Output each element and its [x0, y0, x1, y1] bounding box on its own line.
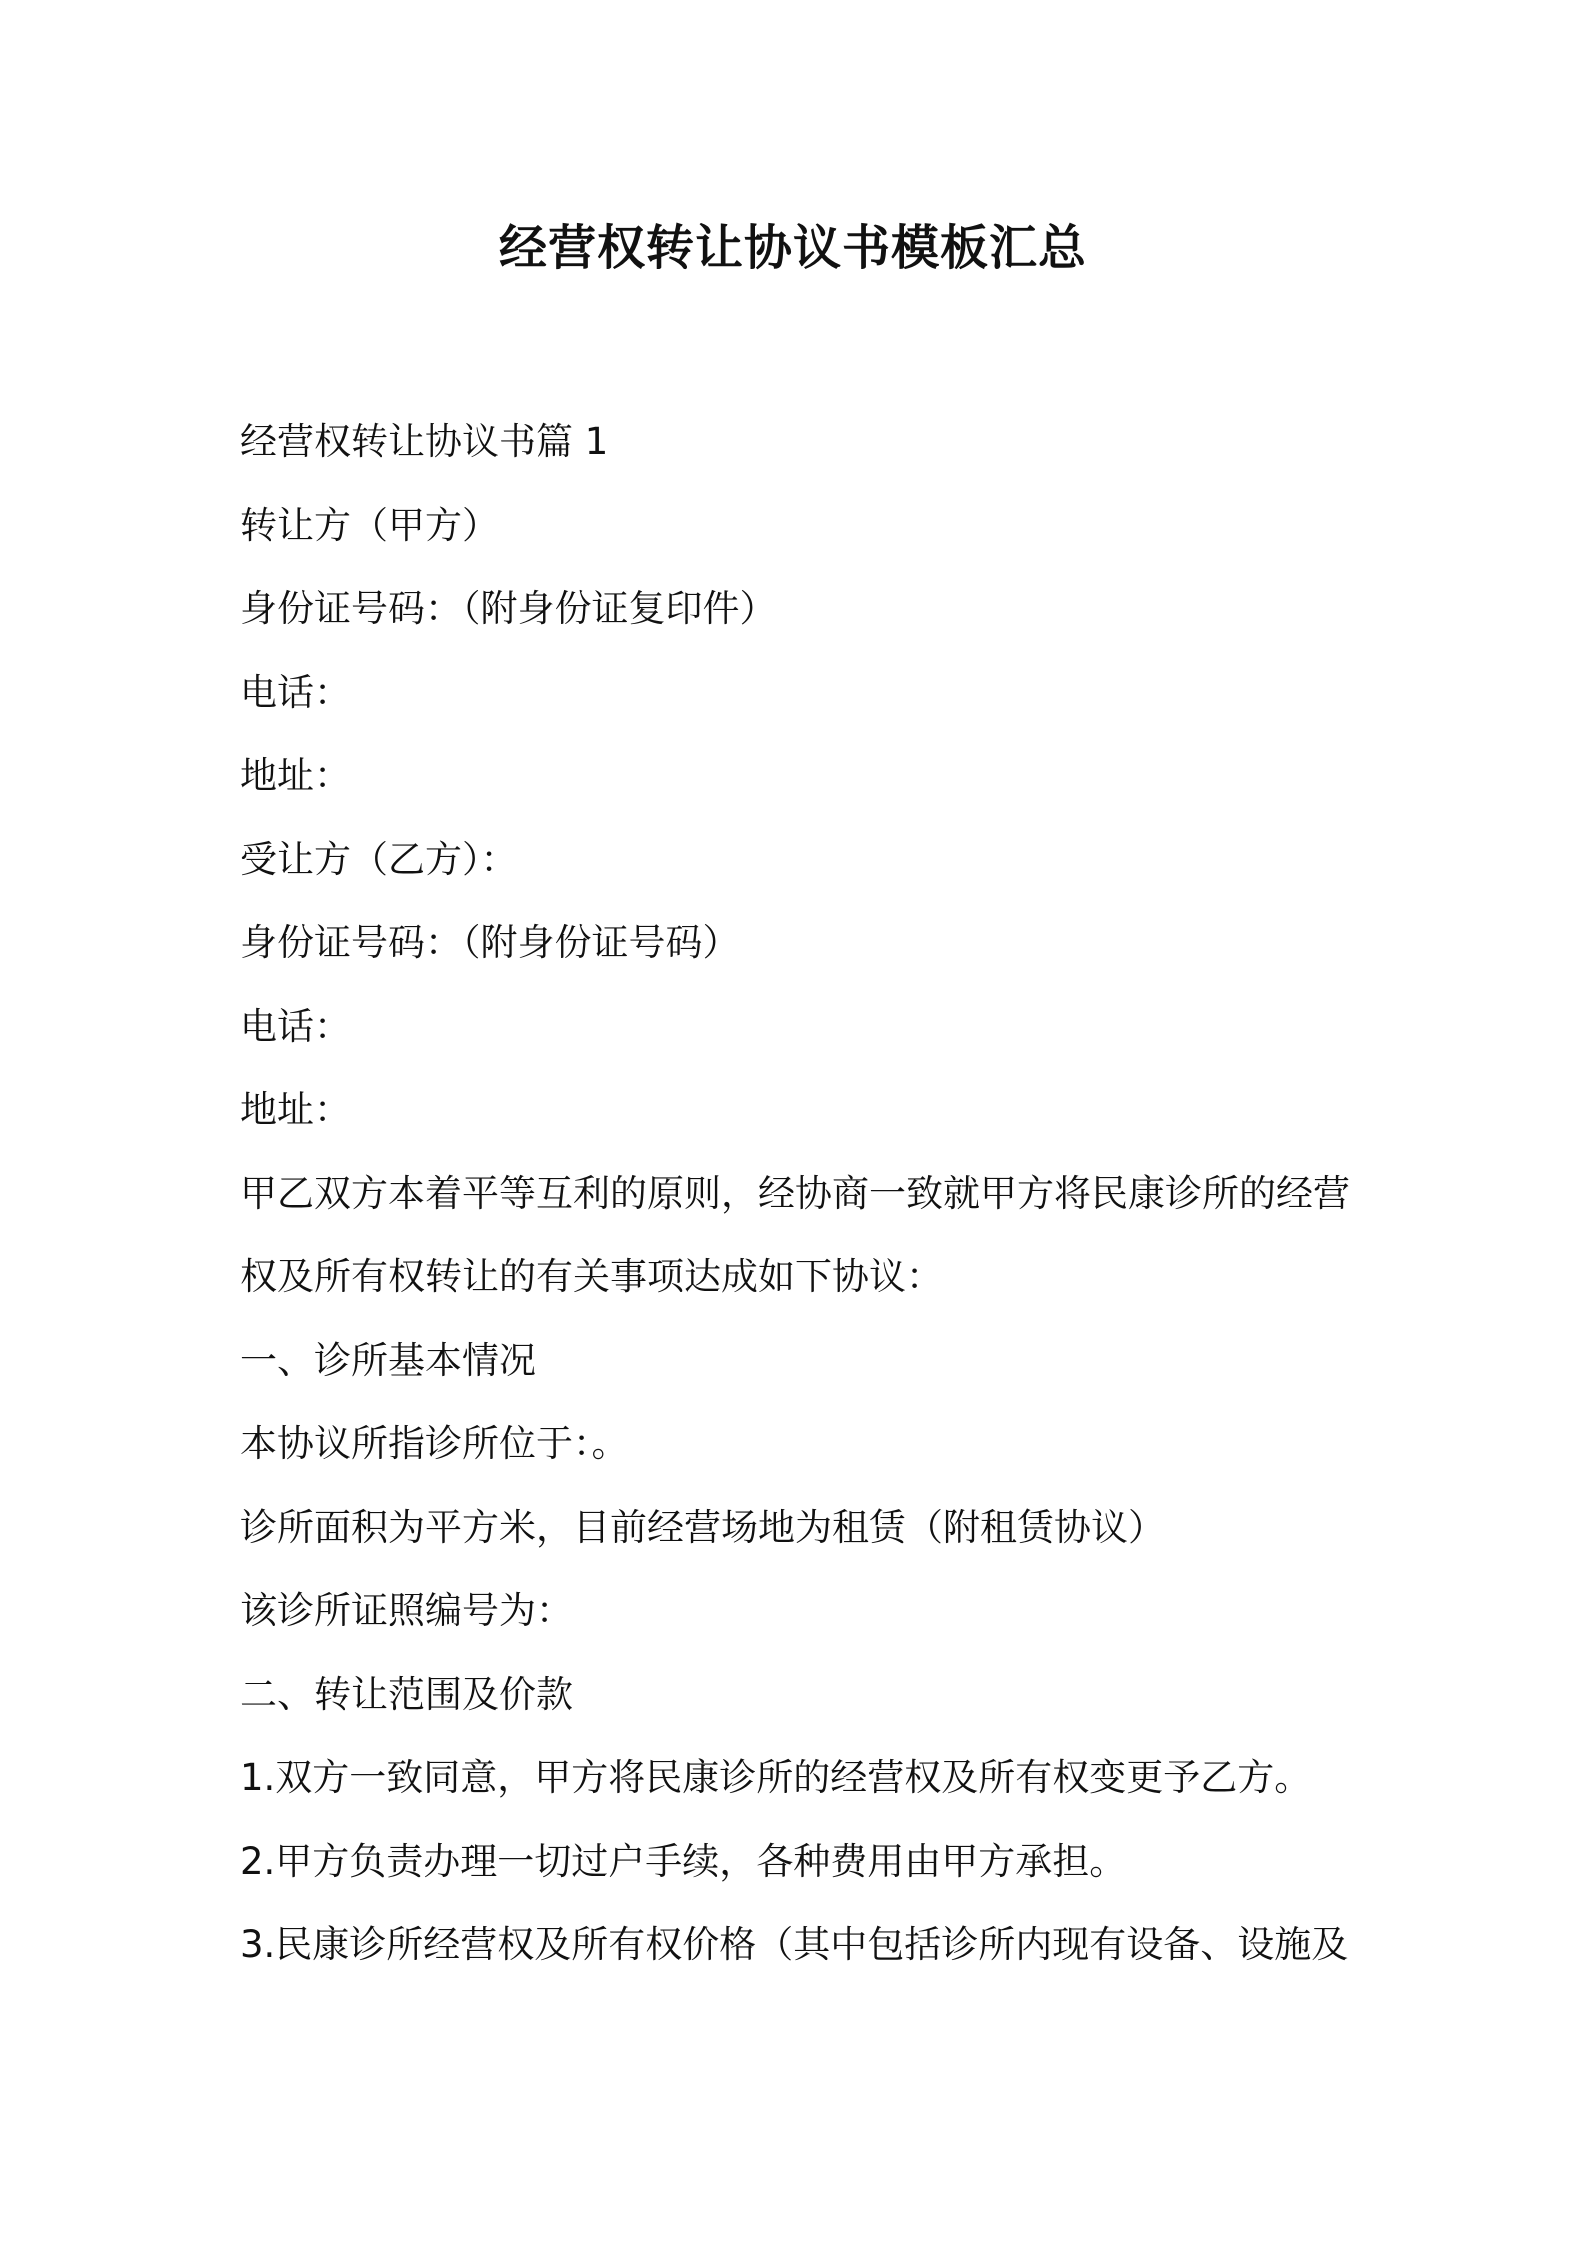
- party-a-id-field: 身份证号码：（附身份证复印件）: [240, 587, 777, 630]
- party-a-address-field: 地址：: [240, 754, 351, 797]
- party-b-label: 受让方（乙方）：: [240, 837, 518, 881]
- party-b-address-field: 地址：: [240, 1088, 351, 1131]
- preamble-line-2: 权及所有权转让的有关事项达成如下协议：: [240, 1255, 943, 1298]
- clinic-area: 诊所面积为平方米，目前经营场地为租赁（附租赁协议）: [240, 1505, 1165, 1549]
- party-b-id-field: 身份证号码：（附身份证号码）: [240, 921, 740, 964]
- clause-1: 1.双方一致同意，甲方将民康诊所的经营权及所有权变更予乙方。: [240, 1756, 1312, 1799]
- clinic-license-number: 该诊所证照编号为：: [240, 1589, 573, 1632]
- clause-3: 3.民康诊所经营权及所有权价格（其中包括诊所内现有设备、设施及: [240, 1923, 1349, 1966]
- party-a-label: 转让方（甲方）: [240, 503, 499, 547]
- document-title: 经营权转让协议书模板汇总: [498, 220, 1087, 276]
- preamble-line-1: 甲乙双方本着平等互利的原则，经协商一致就甲方将民康诊所的经营: [240, 1171, 1350, 1215]
- document-body: [240, 400, 1360, 1987]
- party-a-phone-field: 电话：: [240, 670, 351, 714]
- clause-2: 2.甲方负责办理一切过户手续，各种费用由甲方承担。: [240, 1839, 1127, 1883]
- clinic-location: 本协议所指诊所位于：。: [240, 1422, 629, 1465]
- section-heading-clinic-info: 一、诊所基本情况: [240, 1338, 536, 1382]
- section-heading-transfer-scope: 二、转让范围及价款: [240, 1672, 573, 1716]
- section-heading-article-1: 经营权转让协议书篇 1: [240, 420, 609, 463]
- party-b-phone-field: 电话：: [240, 1004, 351, 1048]
